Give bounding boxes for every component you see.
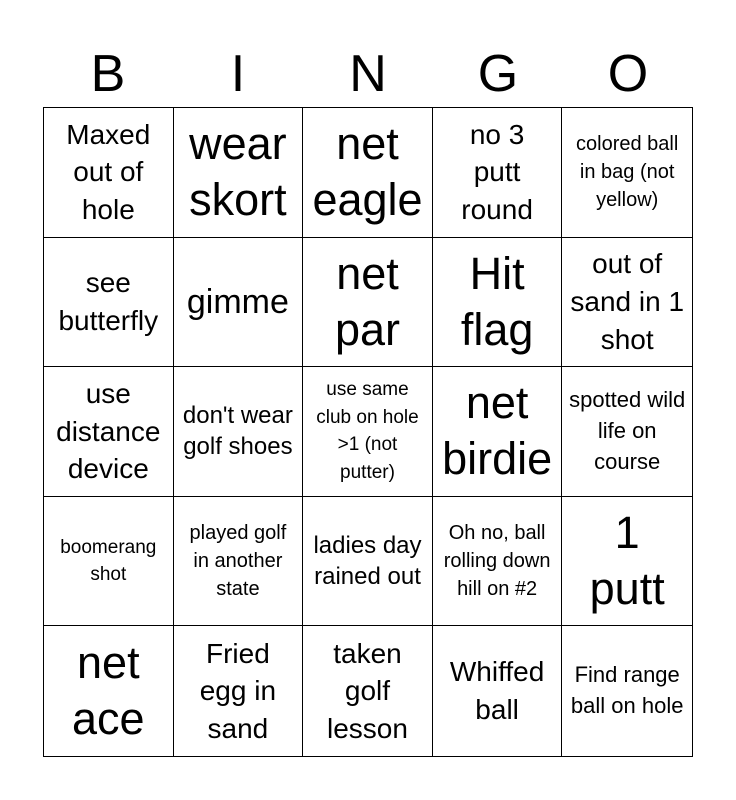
- bingo-cell[interactable]: [433, 108, 563, 238]
- bingo-cell[interactable]: [44, 497, 174, 627]
- bingo-cell[interactable]: [303, 367, 433, 497]
- cell-text: Hit flag: [460, 247, 534, 355]
- header-letter-i: I: [230, 45, 246, 103]
- cell-text: see butterfly: [58, 267, 159, 336]
- bingo-cell[interactable]: [174, 238, 304, 368]
- cell-text: colored ball in bag (not yellow): [576, 133, 679, 212]
- bingo-cell[interactable]: [44, 367, 174, 497]
- bingo-cell[interactable]: [44, 238, 174, 368]
- bingo-cell[interactable]: [562, 626, 692, 756]
- bingo-cell[interactable]: [303, 626, 433, 756]
- cell-text: net ace: [72, 636, 145, 745]
- bingo-cell[interactable]: [174, 108, 304, 238]
- bingo-cell[interactable]: [433, 626, 563, 756]
- bingo-cell[interactable]: [562, 497, 692, 627]
- cell-text: played golf in another state: [189, 522, 287, 601]
- header-letter-b: B: [90, 45, 126, 103]
- cell-text: ladies day rained out: [313, 531, 422, 591]
- cell-text: Fried egg in sand: [199, 637, 277, 745]
- bingo-cell[interactable]: [174, 497, 304, 627]
- bingo-board: [43, 107, 693, 757]
- cell-text: taken golf lesson: [327, 637, 408, 745]
- cell-text: don't wear golf shoes: [182, 402, 293, 461]
- bingo-cell[interactable]: [44, 108, 174, 238]
- cell-text: out of sand in 1 shot: [570, 248, 685, 355]
- bingo-cell[interactable]: [44, 626, 174, 756]
- cell-text: Oh no, ball rolling down hill on #2: [443, 522, 551, 601]
- cell-text: Whiffed ball: [449, 656, 545, 726]
- bingo-cell[interactable]: [562, 367, 692, 497]
- bingo-cell[interactable]: [433, 497, 563, 627]
- header-letter-n: N: [349, 45, 387, 103]
- cell-text: use distance device: [56, 377, 161, 485]
- bingo-cell[interactable]: [303, 497, 433, 627]
- cell-text: net eagle: [312, 118, 423, 226]
- cell-text: no 3 putt round: [461, 118, 533, 226]
- cell-text: spotted wild life on course: [569, 387, 686, 474]
- cell-text: Find range ball on hole: [570, 662, 684, 719]
- bingo-cell[interactable]: [303, 238, 433, 368]
- cell-text: wear skort: [189, 118, 287, 226]
- bingo-cell[interactable]: [433, 238, 563, 368]
- cell-text: use same club on hole >1 (not putter): [316, 379, 419, 484]
- cell-text: Maxed out of hole: [66, 118, 151, 226]
- bingo-header: [43, 40, 693, 108]
- cell-text: 1 putt: [589, 506, 665, 615]
- header-letter-o: O: [607, 45, 649, 103]
- bingo-cell[interactable]: [303, 108, 433, 238]
- cell-text: gimme: [186, 282, 289, 321]
- cell-text: boomerang shot: [60, 536, 157, 586]
- cell-text: net birdie: [442, 377, 553, 485]
- cell-text: net par: [334, 247, 401, 355]
- bingo-cell[interactable]: [433, 367, 563, 497]
- bingo-cell[interactable]: [174, 367, 304, 497]
- header-letter-g: G: [477, 45, 519, 103]
- bingo-cell[interactable]: [562, 108, 692, 238]
- bingo-cell[interactable]: [562, 238, 692, 368]
- bingo-cell[interactable]: [174, 626, 304, 756]
